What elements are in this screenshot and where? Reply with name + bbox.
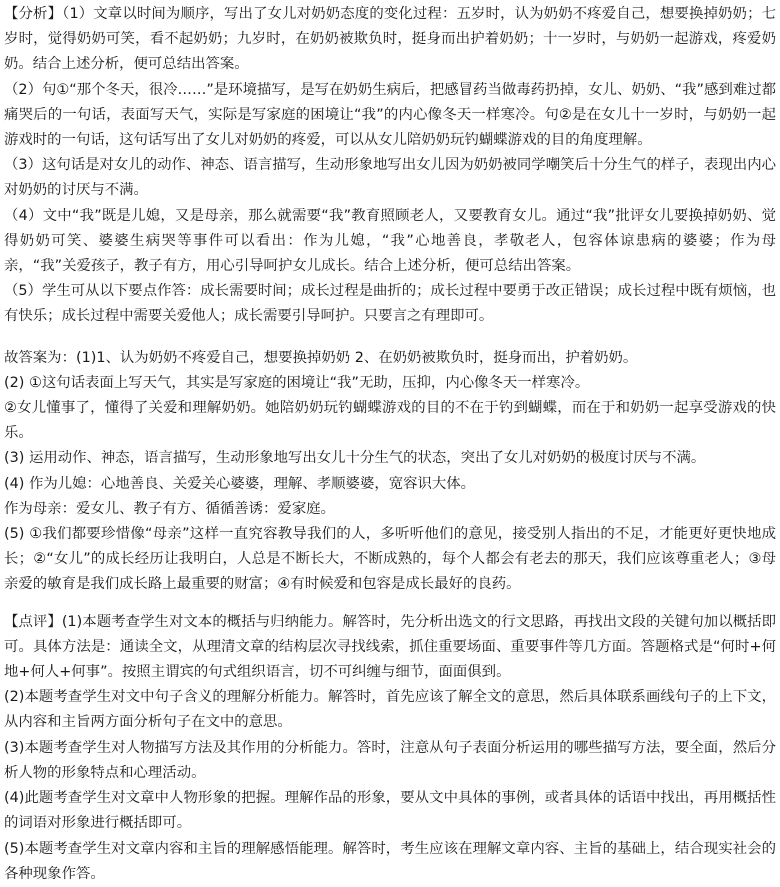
answer-line-1: 故答案为：(1)1、认为奶奶不疼爱自己，想要换掉奶奶 2、在奶奶被欺负时，挺身而出，护着奶奶。 xyxy=(4,349,638,366)
review-paragraph-2: (2)本题考查学生对文中句子含义的理解分析能力。解答时，首先应该了解全文的意思，然后具体联系画线句子的上下文，从内容和主旨两方面分析句子在文中的意思。 xyxy=(4,689,776,731)
answer-line-4: (3) 运用动作、神态，语言描写，生动形象地写出女儿十分生气的状态，突出了女儿对奶奶的极度讨厌与不满。 xyxy=(4,450,706,467)
section-spacer xyxy=(4,330,776,346)
answer-line-2: (2) ①这句话表面上写天气，其实是写家庭的困境让“我”无助，压抑，内心像冬天一样寒冷。 xyxy=(4,374,590,391)
answer-line-7: (5) ①我们都要珍惜像“母亲”这样一直究容教导我们的人，多听听他们的意见，接受别人指出的不足，才能更好更快地成长；②“女儿”的成长经历让我明白，人总是不断长大，不断成熟的，每个人都会有老去的那天，我们应该尊重老人；③母亲爱的敏育是我们成长路上最重要的财富；④有时候爱和包容是成长最好的良药。 xyxy=(4,526,776,593)
review-section xyxy=(4,610,776,887)
review-paragraph-4: (4)此题考查学生对文章中人物形象的把握。理解作品的形象，要从文中具体的事例，或者具体的话语中找出，再用概括性的词语对形象进行概括即可。 xyxy=(4,790,776,832)
answer-line-5: (4) 作为儿媳：心地善良、关爱关心婆婆，理解、孝顺婆婆，宽容识大体。 xyxy=(4,475,476,492)
analysis-paragraph-5: （5）学生可从以下要点作答：成长需要时间；成长过程是曲折的；成长过程中要勇于改正错误；成长过程中既有烦恼，也有快乐；成长过程中需要关爱他人；成长需要引导呵护。只要言之有理即可。 xyxy=(4,283,776,325)
answer-line-3: ②女儿懂事了，懂得了关爱和理解奶奶。她陪奶奶玩钓蝴蝶游戏的目的不在于钓到蝴蝶，而在于和奶奶一起享受游戏的快乐。 xyxy=(4,400,776,442)
analysis-paragraph-4: （4）文中“我”既是儿媳，又是母亲，那么就需要“我”教育照顾老人，又要教育女儿。通过“我”批评女儿要换掉奶奶、觉得奶奶可笑、婆婆生病哭等事件可以看出：作为儿媳，“我”心地善良，孝敬老人，包容体谅患病的婆婆；作为母亲，“我”关爱孩子，教子有方，用心引导呵护女儿成长。结合上述分析，便可总结出答案。 xyxy=(4,207,776,275)
answer-line-6: 作为母亲：爱女儿、教子有方、循循善诱：爱家庭。 xyxy=(4,500,335,517)
analysis-paragraph-1: 【分析】（1）文章以时间为顺序，写出了女儿对奶奶态度的变化过程：五岁时，认为奶奶不疼爱自己，想要换掉奶奶；七岁时，觉得奶奶可笑，看不起奶奶；九岁时，在奶奶被欺负时，挺身而出护着奶奶；十一岁时，与奶奶一起游戏，疼爱奶奶。结合上述分析，便可总结出答案。 xyxy=(4,6,776,73)
analysis-section xyxy=(4,2,776,330)
answer-section xyxy=(4,346,776,598)
analysis-paragraph-2: （2）句①“那个冬天，很冷……”是环境描写，是写在奶奶生病后，把感冒药当做毒药扔掉，女儿、奶奶、“我”感到难过都痛哭后的一句话，表面写天气，实际是写家庭的困境让“我”的内心像冬天一样寒冷。句②是在女儿十一岁时，与奶奶一起游戏时的一句话，这句话写出了女儿对奶奶的疼爱，可以从女儿陪奶奶玩钓蝴蝶游戏的目的角度理解。 xyxy=(4,81,776,149)
analysis-paragraph-3: （3）这句话是对女儿的动作、神态、语言描写，生动形象地写出女儿因为奶奶被同学嘲笑后十分生气的样子，表现出内心对奶奶的讨厌与不满。 xyxy=(4,157,776,199)
review-paragraph-3: (3)本题考查学生对人物描写方法及其作用的分析能力。答时，注意从句子表面分析运用的哪些描写方法，要全面，然后分析人物的形象特点和心理活动。 xyxy=(4,739,776,781)
review-paragraph-1: 【点评】(1)本题考查学生对文本的概括与归纳能力。解答时，先分析出选文的行文思路，再找出文段的关键句加以概括即可。具体方法是：通读全文，从理清文章的结构层次寻找线索，抓住重要场面、重要事件等几方面。答题格式是“何时+何地+何人+何事”。按照主谓宾的句式组织语言，切不可纠缠与细节，面面俱到。 xyxy=(4,613,776,681)
section-spacer xyxy=(4,598,776,610)
review-paragraph-5: (5)本题考查学生对文章内容和主旨的理解感悟能理。解答时，考生应该在理解文章内容、主旨的基础上，结合现实社会的各种现象作答。 xyxy=(4,840,776,882)
